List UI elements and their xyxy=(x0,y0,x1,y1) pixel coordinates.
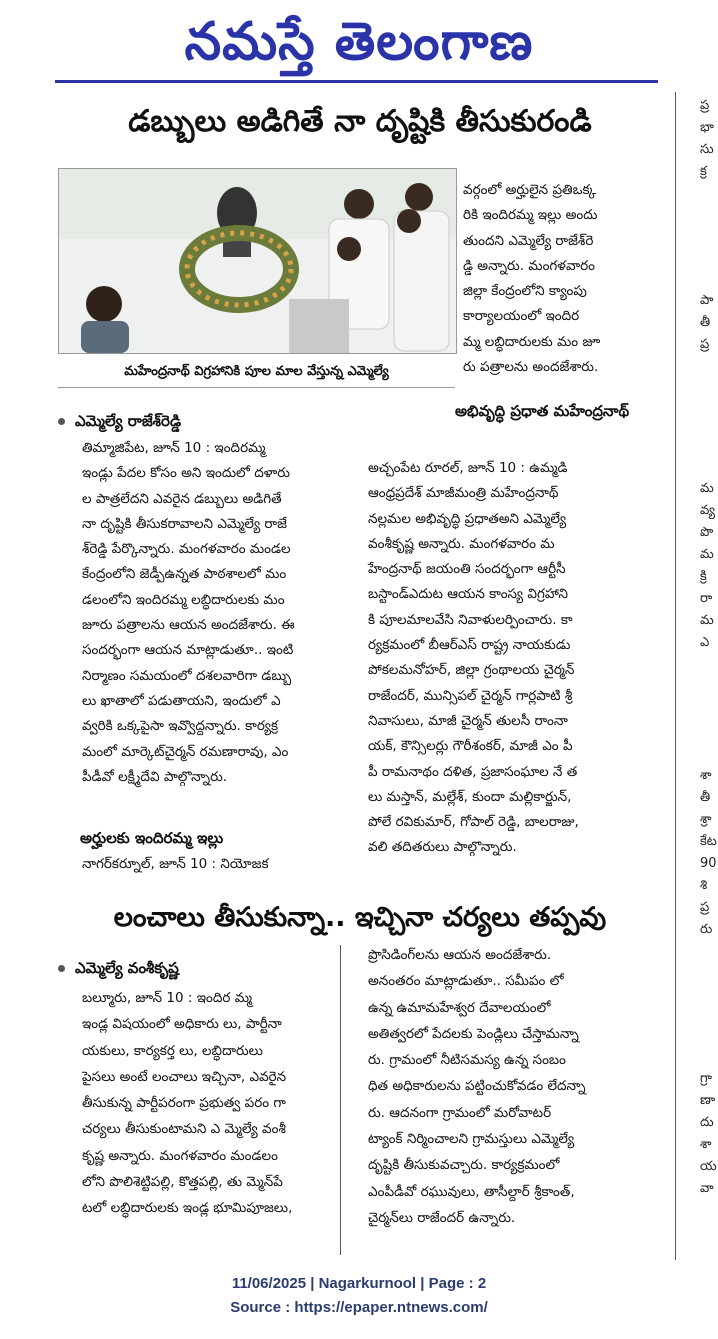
photo-illustration xyxy=(59,169,456,353)
text-line: భా xyxy=(700,120,714,135)
text-line: వర్గంలో అర్హులైన ప్రతిఒక్క xyxy=(463,182,597,198)
text-line: ణా xyxy=(700,1093,716,1108)
byline-text: ఎమ్మెల్యే వంశీకృష్ణ xyxy=(75,959,179,977)
text-line: శా xyxy=(700,768,712,783)
text-line: కేట xyxy=(700,834,717,849)
text-line: వలి తదితరులు పాల్గొన్నారు. xyxy=(368,839,517,856)
text-line: నా దృష్టికి తీసుకరావాలని ఎమ్మెల్యే రాజే xyxy=(82,515,287,532)
text-line: 90 xyxy=(700,856,717,871)
text-line: లు మస్తాన్, మల్లేశ్, కుందా మల్లికార్జున్, xyxy=(368,788,572,805)
text-line: లోని పొలిశెట్టిపల్లి, కొత్తపల్లి, తు మ్మెన్‌పే xyxy=(82,1174,283,1191)
text-line: తీసుకున్న పార్టీపరంగా ప్రభుత్వ పరం గా xyxy=(82,1095,286,1112)
text-line: రాజేందర్, మున్సిపల్ చైర్మన్ గార్లపాటి శ్రీ xyxy=(368,687,573,704)
text-line: కి పూలమాలవేసి నివాళులర్పించారు. కా xyxy=(368,611,573,628)
text-line: ప్ర xyxy=(700,98,710,113)
text-line: పైసలు అంటే లంచాలు ఇచ్చినా, ఎవరైన xyxy=(82,1068,287,1085)
story2-text xyxy=(368,456,668,861)
text-line: ఎంపీడీవో రఘువులు, తాసీల్దార్ శ్రీకాంత్, xyxy=(368,1183,575,1200)
text-line: డలంలోని ఇందిరమ్మ లబ్ధిదారులకు మం xyxy=(82,591,285,608)
adjacent-column-fragment xyxy=(700,478,718,654)
text-line: వా xyxy=(700,1181,714,1196)
masthead-rule xyxy=(55,80,658,83)
text-line: ట్యాంక్ నిర్మించాలని గ్రామస్తులు ఎమ్మెల్యే xyxy=(368,1131,575,1148)
text-line: దు xyxy=(700,1115,714,1130)
text-line: ప్ర xyxy=(700,337,710,352)
text-line: కృష్ణ అన్నారు. మంగళవారం మండలం xyxy=(82,1147,278,1164)
text-line: చైర్మన్‌లు రాజేందర్ ఉన్నారు. xyxy=(368,1209,516,1226)
text-line: యక్, కౌన్సిలర్లు గౌరీశంకర్, మాజీ ఎం పీ xyxy=(368,738,573,755)
text-line: య xyxy=(700,1159,717,1174)
text-line: పీ రామనాథం దళిత, ప్రజాసంఘాల నే త xyxy=(368,763,578,780)
text-line: శా xyxy=(700,1137,712,1152)
text-line: కార్యాలయంలో ఇందిర xyxy=(463,308,580,325)
adjacent-column-fragment xyxy=(700,1068,718,1200)
text-line: నిర్మాణం సమయంలో దశలవారిగా డబ్బు xyxy=(82,667,292,684)
story3-byline xyxy=(58,957,338,979)
story3-left-text xyxy=(82,985,336,1222)
text-line: హేంద్రనాథ్ జయంతి సందర్భంగా ఆర్టీసీ xyxy=(368,561,566,578)
text-line: రు. ఆదనంగా గ్రామంలో మరోవాటర్ xyxy=(368,1104,552,1121)
newspaper-logo: నమస్తే తెలంగాణ xyxy=(184,12,534,72)
text-line: కేంద్రంలోని జెడ్పీఉన్నత పాఠశాలలో మం xyxy=(82,566,287,583)
masthead xyxy=(0,0,718,90)
adjacent-column-fragment xyxy=(700,765,718,941)
text-line: డ్డి అన్నారు. మంగళవారం xyxy=(463,257,596,274)
text-line: అనంతరం మాట్లాడుతూ.. సమీపం లో xyxy=(368,973,564,990)
text-line: అచ్చంపేట రూరల్, జూన్ 10 : ఉమ్మడి xyxy=(368,460,568,476)
column-divider xyxy=(675,92,676,1260)
adjacent-column-fragment xyxy=(700,290,718,356)
text-line: క్రి xyxy=(700,569,707,584)
page-footer xyxy=(0,1272,718,1320)
text-line: ప్ర xyxy=(700,900,710,915)
text-line: ధిత అధికారులను పట్టించుకోవడం లేదన్నా xyxy=(368,1078,586,1095)
text-line: రు పత్రాలను అందజేశారు. xyxy=(463,359,599,376)
text-line: తీ xyxy=(700,790,711,805)
text-line: బస్టాండ్ఎదుట ఆయన కాంస్య విగ్రహాని xyxy=(368,586,568,603)
story3-headline: లంచాలు తీసుకున్నా.. ఇచ్చినా చర్యలు తప్పవు xyxy=(113,902,607,933)
story1-left-text xyxy=(82,436,338,790)
text-line: రా xyxy=(700,591,713,606)
text-line: నివాసులు, మాజీ చైర్మన్ తులసీ రాంనా xyxy=(368,712,568,729)
text-line: పా xyxy=(700,293,714,308)
text-line: శ్‌రెడ్డి పేర్కొన్నారు. మంగళవారం మండల xyxy=(82,541,291,558)
text-line: ఇండ్ల విషయంలో అధికారు లు, పార్టీనా xyxy=(82,1016,282,1033)
text-line: చర్యలు తీసుకుంటామని ఎ మ్మెల్యే వంశీ xyxy=(82,1121,286,1138)
story2-subhead: అభివృద్ధి ప్రధాత మహేంద్రనాథ్ xyxy=(455,402,630,420)
text-line: మ xyxy=(700,613,714,628)
text-line: మంలో మార్కెట్‌చైర్మన్ రమణారావు, ఎం xyxy=(82,743,289,760)
text-line: ఎ xyxy=(700,635,710,650)
text-line: ప్రొసిడింగ్‌లను ఆయన అందజేశారు. xyxy=(368,947,552,963)
text-line: సందర్భంగా ఆయన మాట్లాడుతూ.. ఇంటి xyxy=(82,642,294,659)
text-line: టలో లబ్ధిదారులకు ఇండ్ల భూమిపూజలు, xyxy=(82,1200,293,1217)
text-line: పొ xyxy=(700,525,714,540)
story1-subhead: అర్హులకు ఇందిరమ్మ ఇల్లు xyxy=(80,829,224,847)
text-line: ఇండ్లు పేదల కోసం అని ఇందులో దళారు xyxy=(82,465,290,482)
text-line: వంశీకృష్ణ అన్నారు. మంగళవారం మ xyxy=(368,535,555,552)
text-line: జిల్లా కేంద్రంలోని క్యాంపు xyxy=(463,283,587,300)
text-line: బల్మూరు, జూన్ 10 : ఇందిర మ్మ xyxy=(82,990,253,1006)
edition-info: 11/06/2025 | Nagarkurnool | Page : 2 xyxy=(231,1275,487,1292)
text-line: గ్రా xyxy=(700,1071,712,1086)
text-line: రు xyxy=(700,922,713,937)
text-line: తిమ్మాజిపేట, జూన్ 10 : ఇందిరమ్మ xyxy=(82,440,266,456)
bullet-icon xyxy=(58,965,65,972)
adjacent-column-fragment xyxy=(700,95,718,183)
text-line: శ్రా xyxy=(700,812,712,827)
byline-text: ఎమ్మెల్యే రాజేశ్‌రెడ్డి xyxy=(75,412,182,430)
story1-continued-text: నాగర్‌కర్నూల్, జూన్ 10 : నియోజక xyxy=(82,856,269,872)
text-line: మ xyxy=(700,547,714,562)
photo-caption: మహేంద్రనాథ్ విగ్రహానికి పూల మాల వేస్తున్న ఎమ్మెల్యే xyxy=(58,357,455,388)
text-line: దృష్టికి తీసుకువచ్చారు. కార్యక్రమంలో xyxy=(368,1157,560,1174)
text-line: సు xyxy=(700,142,714,157)
text-line: యకులు, కార్యకర్త లు, లబ్ధిదారులు xyxy=(82,1042,263,1059)
text-line: ఉన్న ఉమామహేశ్వర దేవాలయంలో xyxy=(368,999,551,1016)
text-line: ఆంధ్రప్రదేశ్ మాజీమంత్రి మహేంద్రనాథ్ xyxy=(368,485,559,502)
text-line: మ్మ లబ్ధిదారులకు మం జూ xyxy=(463,333,601,350)
text-line: వ్య xyxy=(700,503,716,518)
text-line: తీ xyxy=(700,315,711,330)
text-line: తుందని ఎమ్మెల్యే రాజేశ్‌రె xyxy=(463,232,594,249)
news-photo xyxy=(58,168,457,354)
text-line: రికి ఇందిరమ్మ ఇల్లు అందు xyxy=(463,207,598,224)
column-divider xyxy=(340,945,341,1255)
source-link[interactable]: Source : https://epaper.ntnews.com/ xyxy=(230,1299,488,1316)
story1-right-text xyxy=(463,178,669,380)
text-line: జూరు పత్రాలను ఆయన అందజేశారు. ఈ xyxy=(82,617,295,634)
bullet-icon xyxy=(58,418,65,425)
text-line: పీడీవో లక్ష్మీదేవి పాల్గొన్నారు. xyxy=(82,768,228,785)
text-line: మ xyxy=(700,481,714,496)
text-line: పోకలమనోహర్, జిల్లా గ్రంథాలయ చైర్మన్ xyxy=(368,662,575,679)
text-line: నల్లమల అభివృద్ధి ప్రధాతఅని ఎమ్మెల్యే xyxy=(368,510,567,527)
text-line: అతిత్వరలో పేదలకు పెండ్లిలు చేస్తామన్నా xyxy=(368,1025,579,1042)
story1-headline: డబ్బులు అడిగితే నా దృష్టికి తీసుకురండి xyxy=(128,104,592,139)
text-line: లు ఖాతాలో పడుతాయని, ఇందులో ఎ xyxy=(82,692,281,709)
text-line: శి xyxy=(700,878,708,893)
text-line: పోలే రవికుమార్, గోపాల్ రెడ్డి, బాలరాజు, xyxy=(368,814,579,831)
story3-right-text xyxy=(368,942,668,1231)
text-line: ల పాత్రలేదని ఎవరైన డబ్బులు అడిగితే xyxy=(82,490,282,507)
text-line: వ్వరికి ఒక్కపైసా ఇవ్వొద్దన్నారు. కార్యక్ర xyxy=(82,718,279,735)
text-line: ర్యక్రమంలో బీఆర్ఎస్ రాష్ట్ర నాయకుడు xyxy=(368,637,571,654)
text-line: రు. గ్రామంలో నీటిసమస్య ఉన్న సంబం xyxy=(368,1052,566,1069)
text-line: క్ర xyxy=(700,164,707,179)
story1-byline xyxy=(58,410,338,432)
